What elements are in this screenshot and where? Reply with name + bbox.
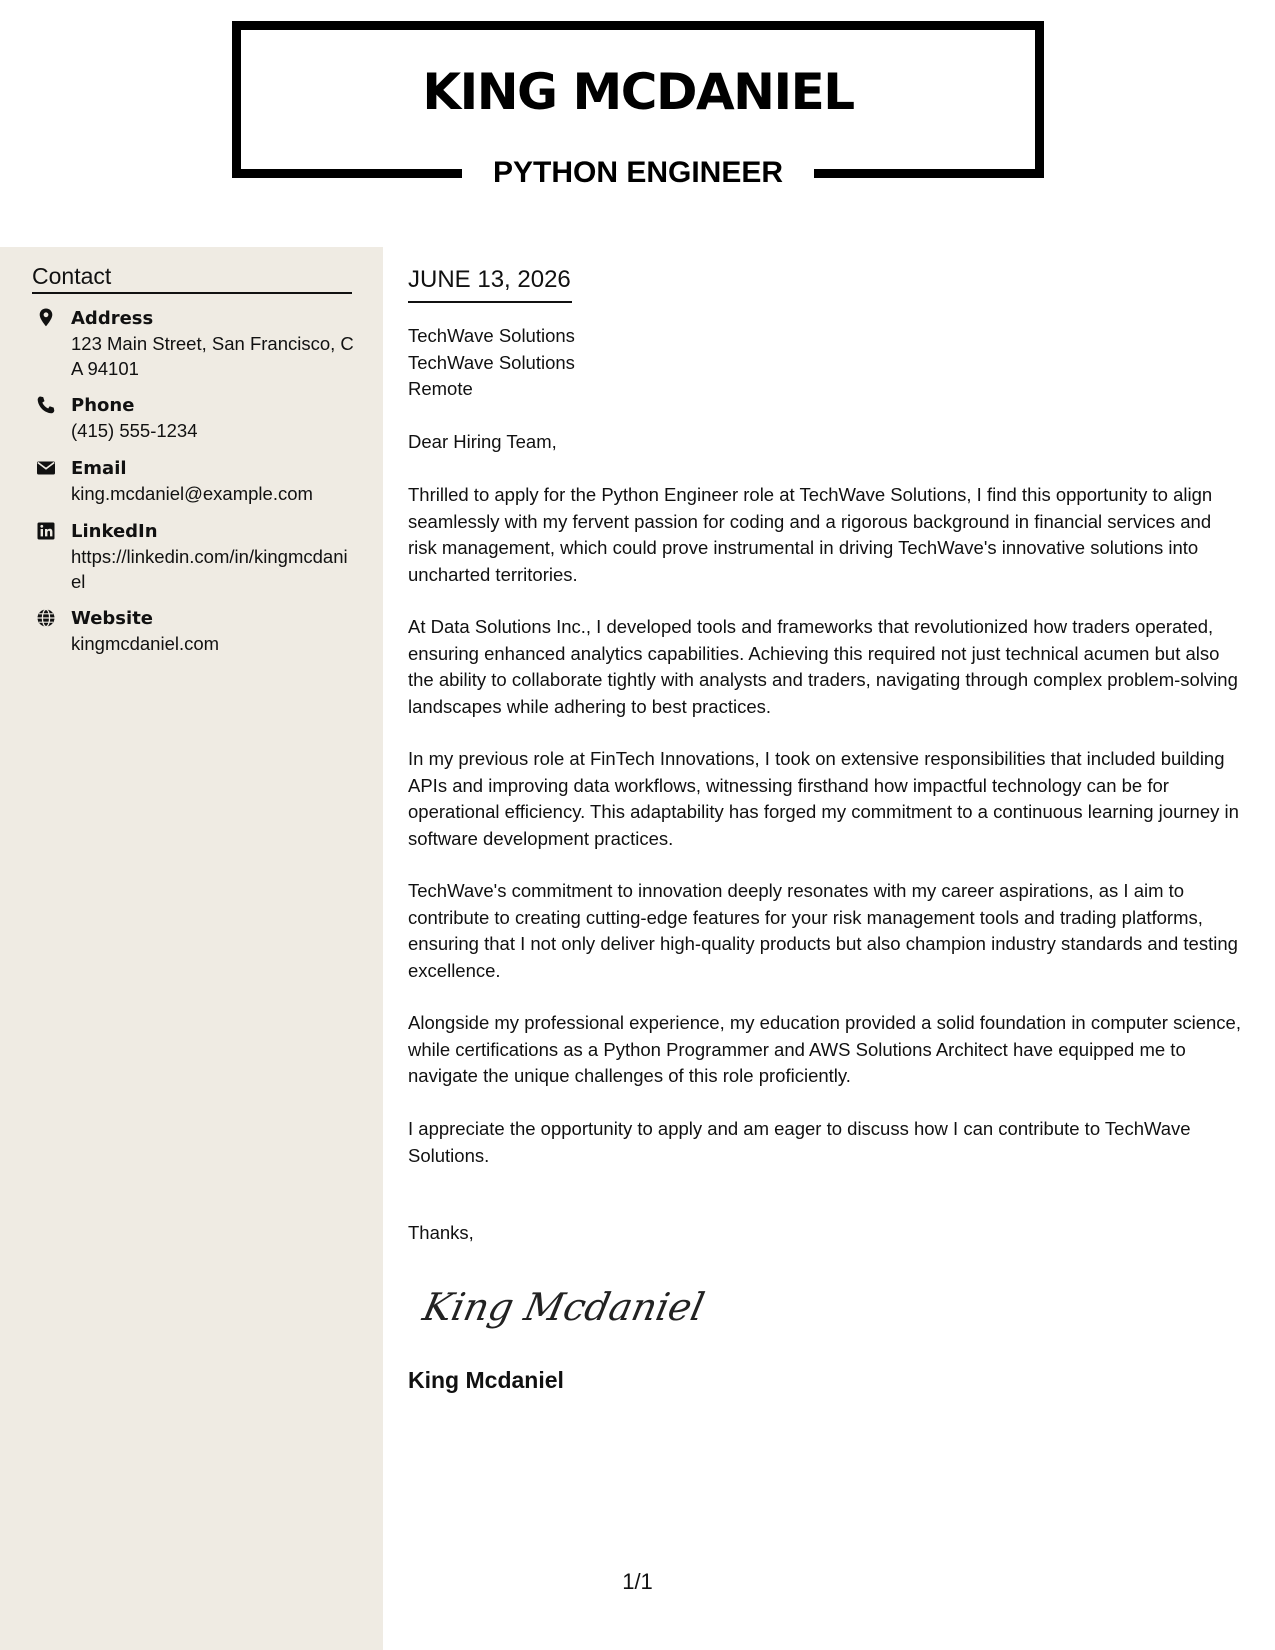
sidebar <box>0 247 383 1650</box>
contact-label-website: Website <box>71 608 154 629</box>
contact-heading: Contact <box>32 263 112 289</box>
location-pin-icon <box>35 307 57 329</box>
linkedin-icon <box>35 520 57 542</box>
envelope-icon <box>35 457 57 479</box>
body-paragraph: At Data Solutions Inc., I developed tools and frameworks that revolutionized how traders operated, ensuring enhanced analytics capabilities. Achieving this required not just technical acumen but also the ability to collaborate tightly with analysts and traders, navigating through complex problem-solving landscapes while adhering to best practices. <box>408 616 1238 717</box>
contact-value-address: 123 Main Street, San Francisco, CA 94101 <box>71 333 354 379</box>
job-title: PYTHON ENGINEER <box>492 156 784 189</box>
globe-icon <box>35 607 57 629</box>
signer-name: King Mcdaniel <box>408 1367 564 1393</box>
contact-value-phone: (415) 555-1234 <box>71 420 198 441</box>
body-paragraph: TechWave's commitment to innovation deeply resonates with my career aspirations, as I aim to contribute to creating cutting-edge features for your risk management tools and trading platforms, ensuring that I not only deliver high-quality products but also champion industry standards and testing excellence. <box>408 880 1238 981</box>
contact-value-linkedin[interactable]: https://linkedin.com/in/kingmcdaniel <box>71 546 348 592</box>
signature-text: King Mcdaniel <box>418 1285 709 1330</box>
handwritten-signature <box>418 1278 709 1338</box>
recipient-block <box>408 323 575 403</box>
closing: Thanks, <box>408 1222 474 1243</box>
date-underline <box>408 301 572 303</box>
contact-divider <box>32 292 352 294</box>
contact-label-linkedin: LinkedIn <box>71 521 158 542</box>
recipient-line: Remote <box>408 378 473 399</box>
phone-icon <box>35 394 57 416</box>
salutation: Dear Hiring Team, <box>408 431 557 452</box>
body-paragraph: I appreciate the opportunity to apply and am eager to discuss how I can contribute to TechWave Solutions. <box>408 1118 1191 1166</box>
recipient-line: TechWave Solutions <box>408 325 575 346</box>
body-paragraph: Thrilled to apply for the Python Engineer role at TechWave Solutions, I find this opportunity to align seamlessly with my fervent passion for coding and a rigorous background in financial services and risk management, which could prove instrumental in driving TechWave's innovative solutions into uncharted territories. <box>408 484 1213 585</box>
body-paragraph: Alongside my professional experience, my education provided a solid foundation in computer science, while certifications as a Python Programmer and AWS Solutions Architect have equipped me to navigate the unique challenges of this role proficiently. <box>408 1012 1241 1086</box>
contact-value-website[interactable]: kingmcdaniel.com <box>71 633 220 654</box>
page-number: 1/1 <box>622 1569 653 1594</box>
contact-label-email: Email <box>71 458 127 479</box>
contact-label-address: Address <box>71 308 154 329</box>
letter-date: JUNE 13, 2026 <box>408 266 571 293</box>
body-paragraph: In my previous role at FinTech Innovations, I took on extensive responsibilities that included building APIs and improving data workflows, witnessing firsthand how impactful technology can be for operational efficiency. This adaptability has forged my commitment to a continuous learning journey in software development practices. <box>408 748 1239 849</box>
header-frame-bottom-right <box>814 169 1044 178</box>
contact-value-email: king.mcdaniel@example.com <box>71 483 313 504</box>
contact-label-phone: Phone <box>71 395 135 416</box>
header-frame-bottom-left <box>232 169 462 178</box>
candidate-name: KING MCDANIEL <box>422 63 854 121</box>
recipient-line: TechWave Solutions <box>408 351 575 373</box>
